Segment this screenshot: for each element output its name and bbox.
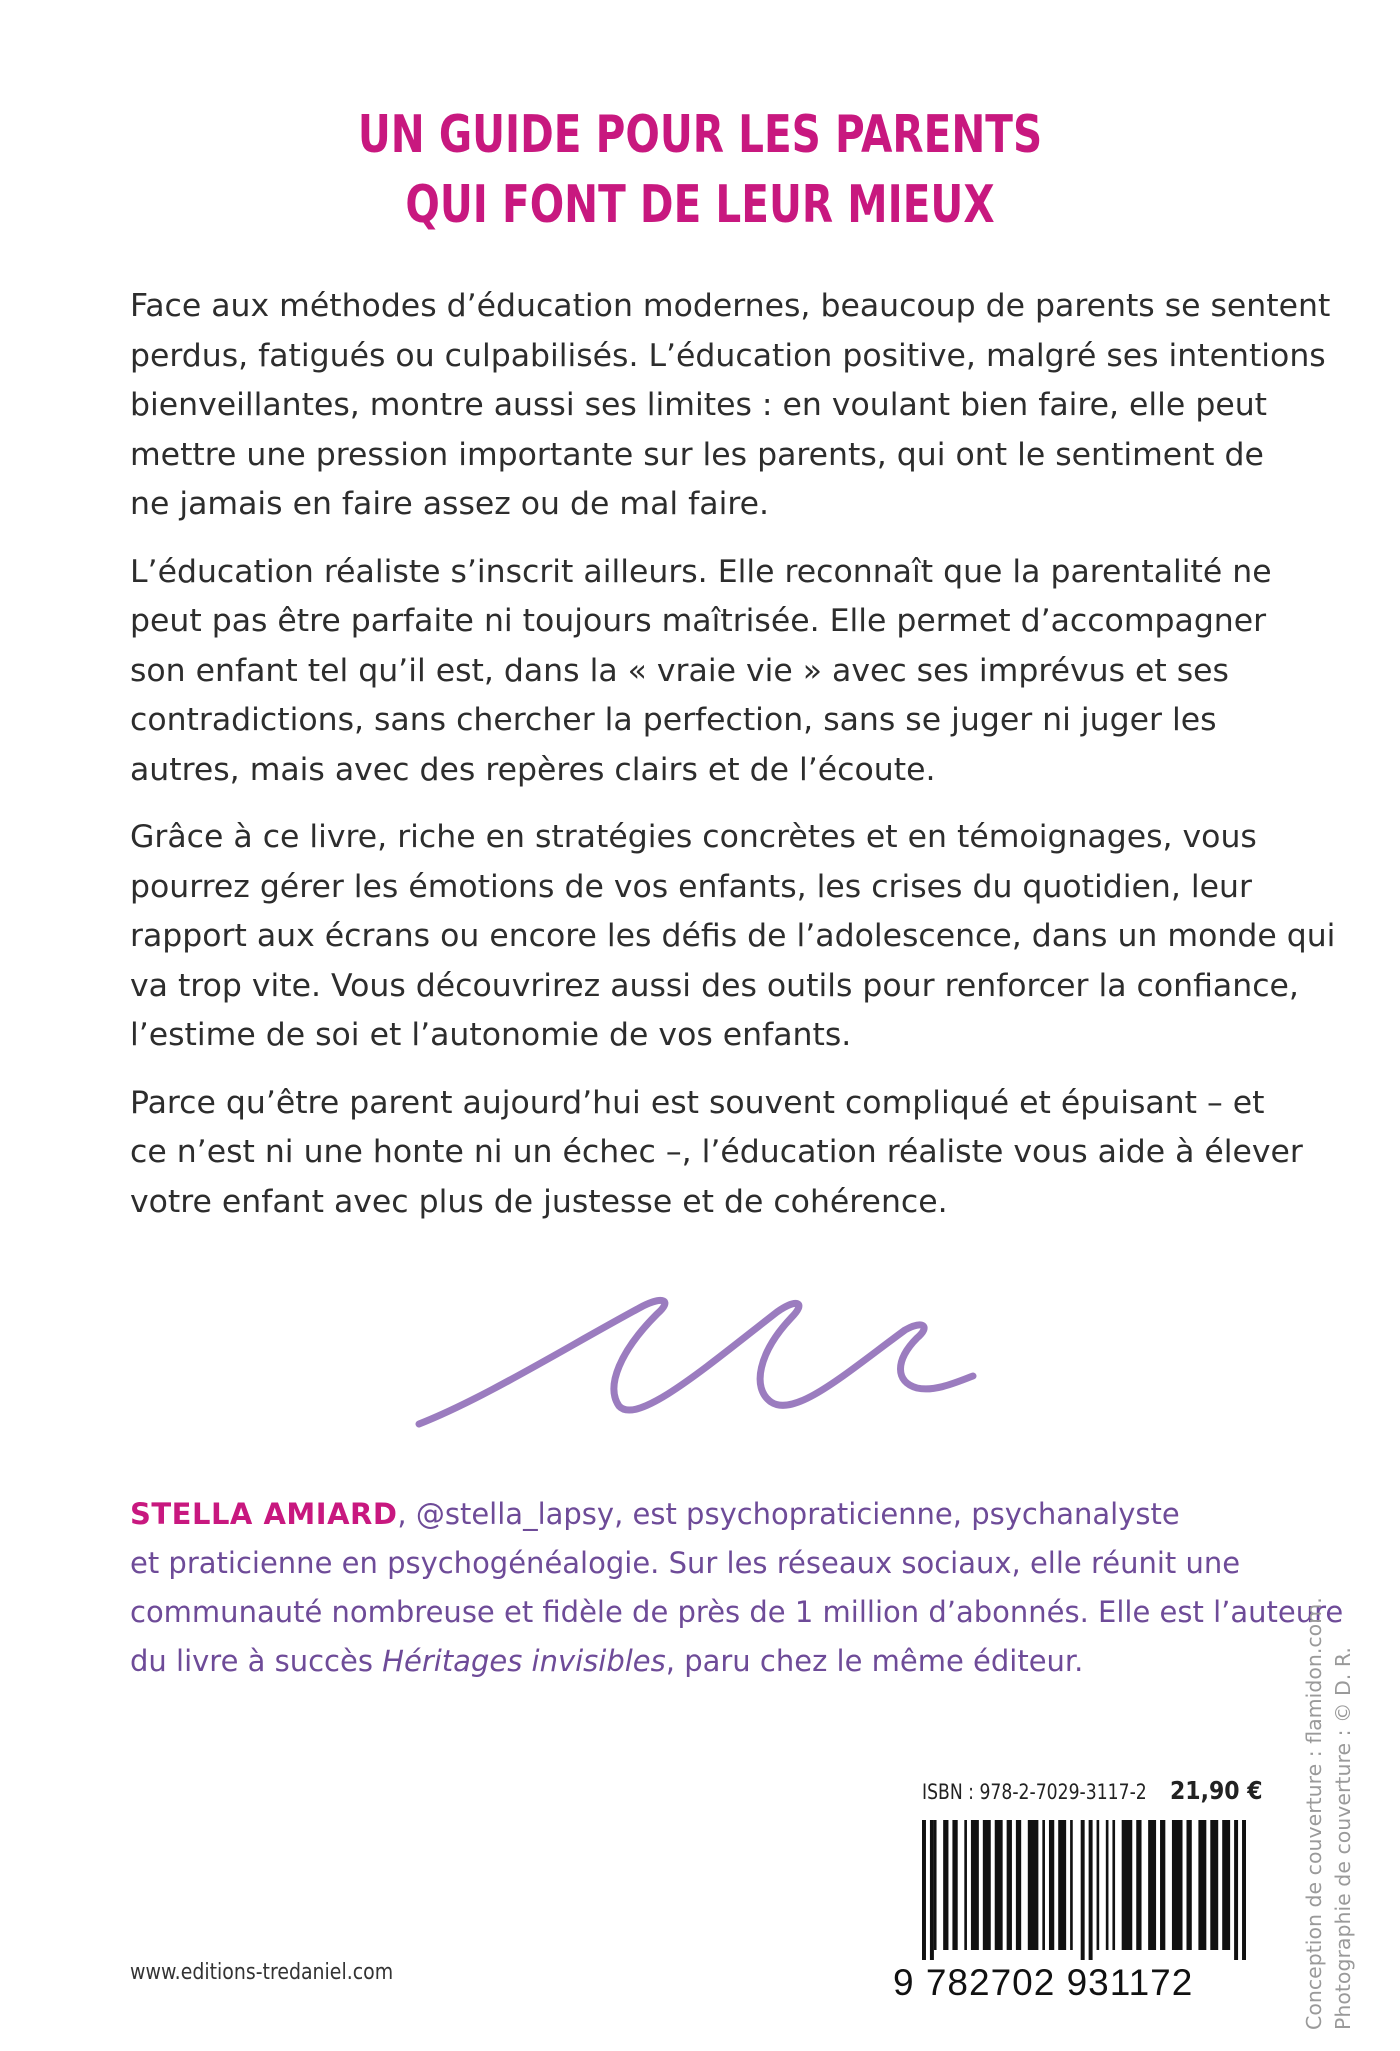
barcode-bar <box>1070 1820 1073 1950</box>
barcode-bar <box>1210 1820 1218 1950</box>
text-line: bienveillantes, montre aussi ses limites : en voulant bien faire, elle peut <box>130 387 1268 423</box>
text-line: peut pas être parfaite ni toujours maîtrisée. Elle permet d’accompagner <box>130 603 1267 639</box>
barcode-bar <box>1122 1820 1133 1950</box>
barcode-bar <box>964 1820 967 1950</box>
credit-photo: Photographie de couverture : © D. R. <box>1331 1647 1355 2030</box>
text-line: perdus, fatigués ou culpabilisés. L’éducation positive, malgré ses intentions <box>130 337 1326 374</box>
text-line: autres, mais avec des repères clairs et de l’écoute. <box>130 751 936 788</box>
blurb-paragraph-1 <box>130 282 1331 530</box>
bio-text: , paru chez le même éditeur. <box>665 1644 1084 1678</box>
bio-line-1 <box>130 1490 1280 1539</box>
barcode-bar <box>1081 1820 1085 1960</box>
text-line: ce n’est ni une honte ni un échec –, l’éducation réaliste vous aide à élever <box>130 1134 1303 1170</box>
barcode-bar <box>943 1820 948 1950</box>
text-line: rapport aux écrans ou encore les défis de l’adolescence, dans un monde qui <box>130 918 1336 954</box>
text-line: ne jamais en faire assez ou de mal faire. <box>130 486 769 522</box>
barcode-bar <box>1172 1820 1183 1950</box>
barcode-bar <box>1042 1820 1045 1950</box>
blurb-paragraph-3 <box>130 813 1336 1061</box>
barcode-bar <box>1136 1820 1141 1950</box>
text-line: L’éducation réaliste s’inscrit ailleurs. Elle reconnaît que la parentalité ne <box>130 553 1272 590</box>
bio-line-3: communauté nombreuse et fidèle de près de 1 million d’abonnés. Elle est l’auteure <box>130 1595 1344 1629</box>
barcode-bar <box>1089 1820 1093 1960</box>
bio-line-2: et praticienne en psychogénéalogie. Sur les réseaux sociaux, elle réunit une <box>130 1546 1241 1580</box>
barcode-bar <box>1242 1820 1246 1960</box>
blurb-paragraph-4 <box>130 1079 1303 1228</box>
barcode-bar <box>971 1820 979 1950</box>
text-line: votre enfant avec plus de justesse et de cohérence. <box>130 1183 948 1220</box>
barcode-bar <box>1222 1820 1230 1950</box>
barcode-bar <box>983 1820 991 1950</box>
text-line: son enfant tel qu’il est, dans la « vraie vie » avec ses imprévus et ses <box>130 652 1229 689</box>
text-line: Face aux méthodes d’éducation modernes, beaucoup de parents se sentent <box>130 288 1331 324</box>
text-line: mettre une pression importante sur les parents, qui ont le sentiment de <box>130 436 1264 473</box>
barcode-bar <box>922 1820 926 1960</box>
blurb-paragraph-2 <box>130 548 1270 796</box>
headline <box>154 100 1246 240</box>
barcode-bar <box>1198 1820 1206 1950</box>
text-line: Grâce à ce livre, riche en stratégies concrètes et en témoignages, vous <box>130 819 1257 855</box>
bio-line-4 <box>130 1637 1280 1686</box>
barcode-bar <box>934 1820 937 1950</box>
barcode-bar <box>1112 1820 1115 1950</box>
barcode-bar <box>1160 1820 1165 1950</box>
barcode-bar <box>1186 1820 1191 1950</box>
book-title: Héritages invisibles <box>382 1644 666 1678</box>
barcode-bar <box>1234 1820 1238 1960</box>
author-bio <box>130 1490 1344 1686</box>
isbn-label: ISBN : 978-2-7029-3117-2 <box>922 1780 1147 1804</box>
bio-text: du livre à succès <box>130 1644 383 1678</box>
price-label: 21,90 € <box>1170 1776 1263 1805</box>
bio-text: , @stella_lapsy, est psychopraticienne, psychanalyste <box>397 1497 1180 1531</box>
text-line: va trop vite. Vous découvrirez aussi des outils pour renforcer la confiance, <box>130 967 1299 1004</box>
publisher-website: www.editions-tredaniel.com <box>130 1960 394 1985</box>
barcode-bar <box>1049 1820 1054 1950</box>
text-line: l’estime de soi et l’autonomie de vos enfants. <box>130 1017 852 1053</box>
barcode-bar <box>1058 1820 1066 1950</box>
barcode-bar <box>995 1820 1003 1950</box>
barcode-bar <box>1097 1820 1100 1950</box>
barcode-bar <box>1148 1820 1156 1950</box>
barcode-bar <box>1106 1820 1109 1950</box>
barcode-bar <box>1016 1820 1021 1950</box>
credit-design: Conception de couverture : flamidon.com. <box>1302 1597 1326 2030</box>
headline-line-1: UN GUIDE POUR LES PARENTS <box>357 105 1043 165</box>
headline-line-2: QUI FONT DE LEUR MIEUX <box>405 175 995 235</box>
text-line: contradictions, sans chercher la perfection, sans se juger ni juger les <box>130 702 1217 738</box>
barcode-bar <box>930 1820 934 1960</box>
author-name: STELLA AMIARD <box>130 1497 398 1531</box>
barcode-bar <box>1007 1820 1012 1950</box>
barcode-bar <box>1028 1820 1039 1950</box>
barcode-bar <box>952 1820 957 1950</box>
blurb <box>130 282 1336 1245</box>
cover-credits <box>1300 1500 1370 2030</box>
text-line: Parce qu’être parent aujourd’hui est souvent compliqué et épuisant – et <box>130 1084 1265 1121</box>
barcode-digits: 9 782702 931172 <box>893 1962 1194 2003</box>
text-line: pourrez gérer les émotions de vos enfants, les crises du quotidien, leur <box>130 868 1252 905</box>
barcode-icon <box>918 1820 1250 1960</box>
signature-scribble-icon <box>405 1278 985 1438</box>
